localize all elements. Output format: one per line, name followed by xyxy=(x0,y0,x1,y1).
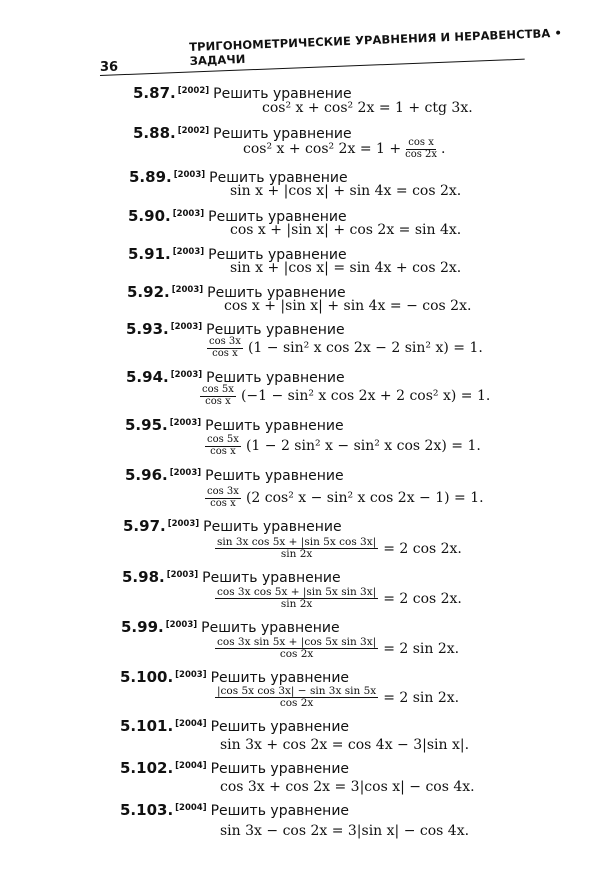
problem-number: 5.93. xyxy=(126,320,169,338)
problem-year: [2003] xyxy=(171,285,204,295)
fraction-numerator: cos 5x xyxy=(207,434,239,445)
equation-right: = 2 cos 2x. xyxy=(383,540,462,557)
equation xyxy=(213,537,462,560)
fraction-denominator: cos x xyxy=(210,497,236,509)
problem-number: 5.101. xyxy=(120,717,174,735)
equation xyxy=(243,138,445,160)
equation xyxy=(198,385,490,407)
fraction-numerator: cos 3x cos 5x + |sin 5x sin 3x| xyxy=(217,586,377,598)
problem-text: Решить уравнение xyxy=(210,761,350,777)
problem-year: [2003] xyxy=(173,170,206,180)
equation-right: (2 cos² x − sin² x cos 2x − 1) = 1. xyxy=(245,490,484,506)
problem-heading xyxy=(123,517,342,535)
equation-left: cos² x + cos² 2x = 1 + xyxy=(243,141,402,157)
problem-text: Решить уравнение xyxy=(205,468,344,484)
equation-right: = 2 sin 2x. xyxy=(383,689,460,706)
problem-year: [2003] xyxy=(175,670,207,680)
fraction-numerator: cos 5x xyxy=(202,384,234,395)
problem-number: 5.87. xyxy=(133,84,176,102)
equation: sin x + |cos x| = sin 4x + cos 2x. xyxy=(230,260,462,276)
fraction xyxy=(207,337,243,359)
problem-text: Решить уравнение xyxy=(203,519,342,535)
problem-number: 5.91. xyxy=(128,245,171,263)
fraction-denominator: sin 2x xyxy=(280,598,313,611)
problem-text: Решить уравнение xyxy=(209,170,348,186)
problem-number: 5.94. xyxy=(126,368,169,386)
fraction-denominator: cos x xyxy=(205,395,231,407)
problem-text: Решить уравнение xyxy=(210,719,350,735)
problem-text: Решить уравнение xyxy=(213,126,352,142)
problem-year: [2003] xyxy=(165,620,198,630)
page-number: 36 xyxy=(100,60,119,75)
problem-heading xyxy=(126,368,345,386)
problem-text: Решить уравнение xyxy=(206,370,345,386)
fraction-denominator: sin 2x xyxy=(280,548,313,561)
fraction xyxy=(200,385,236,407)
problem-year: [2003] xyxy=(170,322,203,332)
equation-right: (1 − 2 sin² x − sin² x cos 2x) = 1. xyxy=(245,438,481,454)
problem-number: 5.97. xyxy=(123,517,166,535)
fraction-denominator: cos 2x xyxy=(405,148,438,160)
problem-year: [2004] xyxy=(175,803,207,813)
problem-text: Решить уравнение xyxy=(202,570,341,586)
fraction xyxy=(215,587,378,610)
problem-year: [2004] xyxy=(175,719,207,729)
problem-year: [2003] xyxy=(170,370,203,380)
equation xyxy=(213,587,462,610)
problem-text: Решить уравнение xyxy=(205,418,344,434)
equation xyxy=(213,637,459,660)
fraction-denominator: cos x xyxy=(212,347,238,359)
fraction-numerator: sin 3x cos 5x + |sin 5x cos 3x| xyxy=(217,536,377,548)
equation-right: (−1 − sin² x cos 2x + 2 cos² x) = 1. xyxy=(240,388,491,404)
problem-year: [2002] xyxy=(177,126,210,136)
equation-right: . xyxy=(441,141,446,157)
problem-heading xyxy=(120,801,349,819)
problem-number: 5.103. xyxy=(120,801,174,819)
equation: sin 3x − cos 2x = 3|sin x| − cos 4x. xyxy=(220,823,470,839)
equation: sin x + |cos x| + sin 4x = cos 2x. xyxy=(230,183,462,199)
problem-text: Решить уравнение xyxy=(208,209,347,225)
problem-year: [2003] xyxy=(169,468,202,478)
fraction-denominator: cos 2x xyxy=(279,648,314,661)
equation xyxy=(203,487,484,509)
problem-heading xyxy=(125,416,344,434)
problem-year: [2003] xyxy=(169,418,202,428)
problem-year: [2003] xyxy=(172,247,205,257)
fraction-numerator: cos x xyxy=(408,137,434,148)
problem-number: 5.95. xyxy=(125,416,168,434)
problem-number: 5.102. xyxy=(120,759,174,777)
equation: sin 3x + cos 2x = cos 4x − 3|sin x|. xyxy=(220,737,470,753)
fraction-numerator: |cos 5x cos 3x| − sin 3x sin 5x xyxy=(217,685,377,697)
problem-number: 5.88. xyxy=(133,124,176,142)
problem-heading xyxy=(120,717,349,735)
problem-text: Решить уравнение xyxy=(206,322,345,338)
problem-heading xyxy=(120,668,349,686)
problem-text: Решить уравнение xyxy=(201,620,340,636)
fraction xyxy=(215,637,378,660)
problem-number: 5.90. xyxy=(128,207,171,225)
problem-heading xyxy=(121,618,340,636)
problem-number: 5.98. xyxy=(122,568,165,586)
problem-heading xyxy=(122,568,341,586)
fraction-denominator: cos x xyxy=(210,445,236,457)
problem-text: Решить уравнение xyxy=(210,803,350,819)
problem-number: 5.92. xyxy=(127,283,170,301)
equation xyxy=(205,337,483,359)
problem-year: [2003] xyxy=(167,519,200,529)
equation-right: = 2 cos 2x. xyxy=(383,590,462,607)
fraction xyxy=(403,138,439,160)
problem-number: 5.100. xyxy=(120,668,174,686)
fraction-denominator: cos 2x xyxy=(279,697,314,710)
problem-text: Решить уравнение xyxy=(208,247,347,263)
equation: cos 3x + cos 2x = 3|cos x| − cos 4x. xyxy=(220,779,475,795)
problem-year: [2003] xyxy=(172,209,205,219)
problem-heading xyxy=(120,759,349,777)
fraction-numerator: cos 3x xyxy=(207,486,239,497)
problem-heading xyxy=(125,466,344,484)
equation xyxy=(213,686,459,709)
problem-year: [2004] xyxy=(175,761,207,771)
problem-text: Решить уравнение xyxy=(207,285,346,301)
problem-year: [2003] xyxy=(166,570,199,580)
fraction xyxy=(205,487,241,509)
equation-right: = 2 sin 2x. xyxy=(383,640,460,657)
equation: cos x + |sin x| + cos 2x = sin 4x. xyxy=(230,222,462,238)
problem-number: 5.89. xyxy=(129,168,172,186)
problem-number: 5.96. xyxy=(125,466,168,484)
equation: cos² x + cos² 2x = 1 + ctg 3x. xyxy=(262,100,473,116)
fraction xyxy=(215,537,378,560)
fraction xyxy=(205,435,241,457)
equation: cos x + |sin x| + sin 4x = − cos 2x. xyxy=(224,298,472,314)
problem-year: [2002] xyxy=(177,86,210,96)
fraction-numerator: cos 3x xyxy=(209,336,241,347)
equation-right: (1 − sin² x cos 2x − 2 sin² x) = 1. xyxy=(247,340,483,356)
problem-text: Решить уравнение xyxy=(213,86,352,102)
equation xyxy=(203,435,481,457)
fraction xyxy=(215,686,378,709)
problem-text: Решить уравнение xyxy=(210,670,350,686)
running-header: ТРИГОНОМЕТРИЧЕСКИЕ УРАВНЕНИЯ И НЕРАВЕНСТВА • ЗАДАЧИ xyxy=(188,25,563,68)
fraction-numerator: cos 3x sin 5x + |cos 5x sin 3x| xyxy=(217,636,377,648)
problem-number: 5.99. xyxy=(121,618,164,636)
